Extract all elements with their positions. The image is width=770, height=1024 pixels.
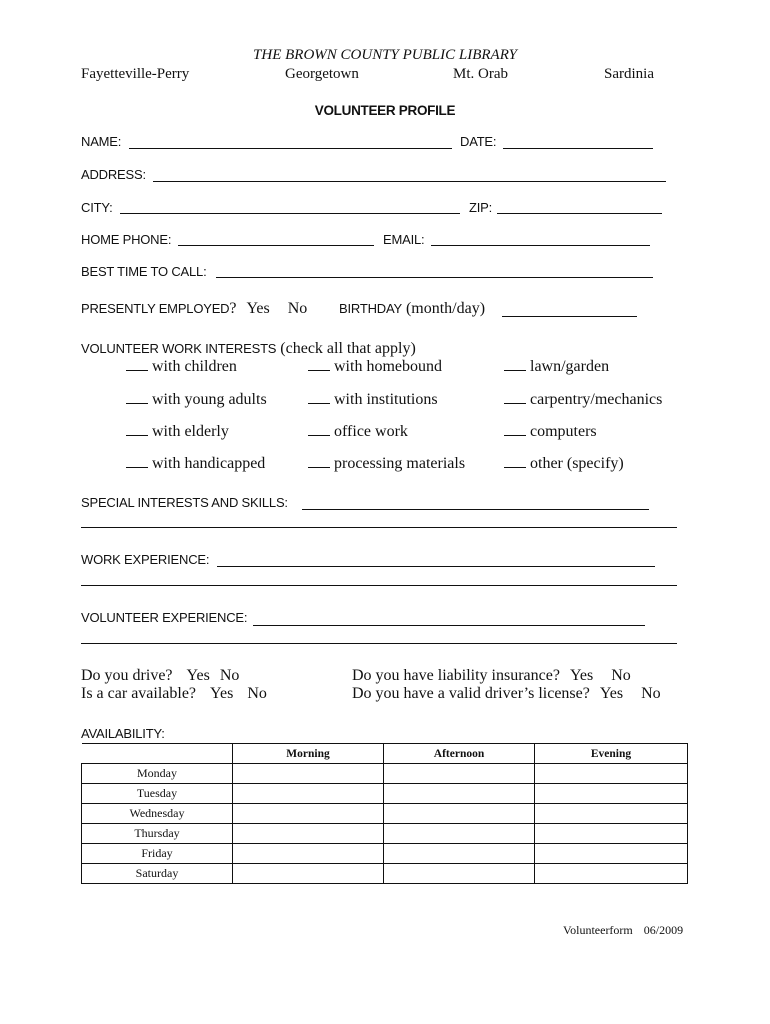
checkbox-line[interactable]	[126, 391, 148, 404]
interest-label: with institutions	[334, 391, 438, 408]
insurance-question-text: Do you have liability insurance?	[352, 667, 560, 684]
special-interests-label: SPECIAL INTERESTS AND SKILLS:	[81, 495, 288, 510]
license-question	[352, 685, 661, 703]
evening-cell[interactable]	[535, 764, 688, 784]
interest-label: other (specify)	[530, 455, 624, 472]
interest-label: carpentry/mechanics	[530, 391, 663, 408]
car-no[interactable]: No	[247, 685, 267, 702]
zip-label: ZIP:	[469, 200, 493, 215]
interests-label: VOLUNTEER WORK INTERESTS	[81, 341, 277, 356]
car-question	[81, 685, 267, 703]
employed-row	[81, 300, 307, 318]
interest-office-work[interactable]	[308, 423, 408, 441]
insurance-yes[interactable]: Yes	[569, 667, 594, 684]
home-phone-label: HOME PHONE:	[81, 232, 172, 247]
checkbox-line[interactable]	[126, 358, 148, 371]
email-field[interactable]	[431, 245, 650, 246]
checkbox-line[interactable]	[504, 455, 526, 468]
footer	[563, 923, 683, 938]
branch-fayetteville: Fayetteville-Perry	[81, 66, 190, 82]
table-row	[82, 764, 688, 784]
corner-cell	[82, 744, 233, 764]
table-row	[82, 844, 688, 864]
insurance-question	[352, 667, 631, 685]
afternoon-cell[interactable]	[384, 824, 535, 844]
availability-header-row	[82, 744, 688, 764]
table-row	[82, 864, 688, 884]
volunteer-experience-field-2[interactable]	[81, 643, 677, 644]
col-morning: Morning	[233, 744, 384, 764]
work-experience-label: WORK EXPERIENCE:	[81, 552, 210, 567]
special-interests-field-2[interactable]	[81, 527, 677, 528]
interest-label: with handicapped	[152, 455, 266, 472]
license-no[interactable]: No	[641, 685, 661, 702]
employed-no[interactable]: No	[287, 300, 308, 317]
interests-hint: (check all that apply)	[280, 340, 416, 357]
day-label: Friday	[82, 844, 233, 864]
volunteer-experience-label: VOLUNTEER EXPERIENCE:	[81, 610, 248, 625]
employed-question-mark: ?	[229, 300, 237, 317]
form-date: 06/2009	[643, 923, 684, 937]
special-interests-field[interactable]	[302, 509, 649, 510]
work-experience-field-2[interactable]	[81, 585, 677, 586]
interest-young-adults[interactable]	[126, 391, 267, 409]
checkbox-line[interactable]	[308, 358, 330, 371]
zip-field[interactable]	[497, 213, 662, 214]
interest-label: computers	[530, 423, 597, 440]
name-field[interactable]	[129, 148, 452, 149]
interest-homebound[interactable]	[308, 358, 442, 376]
name-label: NAME:	[81, 134, 122, 149]
checkbox-line[interactable]	[504, 391, 526, 404]
address-label: ADDRESS:	[81, 167, 146, 182]
branch-mt-orab: Mt. Orab	[453, 66, 508, 82]
evening-cell[interactable]	[535, 784, 688, 804]
evening-cell[interactable]	[535, 864, 688, 884]
day-label: Thursday	[82, 824, 233, 844]
form-id: Volunteerform	[563, 923, 633, 937]
drive-yes[interactable]: Yes	[186, 667, 210, 684]
morning-cell[interactable]	[233, 824, 384, 844]
availability-label: AVAILABILITY:	[81, 726, 165, 741]
availability-table	[81, 743, 688, 884]
interest-carpentry[interactable]	[504, 391, 662, 409]
day-label: Wednesday	[82, 804, 233, 824]
interest-label: lawn/garden	[530, 358, 610, 375]
day-label: Monday	[82, 764, 233, 784]
car-yes[interactable]: Yes	[210, 685, 234, 702]
interest-elderly[interactable]	[126, 423, 229, 441]
interest-label: with young adults	[152, 391, 267, 408]
license-question-text: Do you have a valid driver’s license?	[352, 685, 590, 702]
table-row	[82, 804, 688, 824]
afternoon-cell[interactable]	[384, 804, 535, 824]
employed-label: PRESENTLY EMPLOYED	[81, 301, 230, 316]
interest-processing[interactable]	[308, 455, 465, 473]
interest-label: with homebound	[334, 358, 442, 375]
interest-computers[interactable]	[504, 423, 597, 441]
address-field[interactable]	[153, 181, 666, 182]
volunteer-experience-field[interactable]	[253, 625, 645, 626]
drive-no[interactable]: No	[219, 667, 240, 684]
birthday-label: BIRTHDAY	[339, 301, 402, 316]
morning-cell[interactable]	[233, 844, 384, 864]
city-label: CITY:	[81, 200, 113, 215]
morning-cell[interactable]	[233, 804, 384, 824]
home-phone-field[interactable]	[178, 245, 374, 246]
checkbox-line[interactable]	[308, 391, 330, 404]
afternoon-cell[interactable]	[384, 784, 535, 804]
drive-question-text: Do you drive?	[81, 667, 173, 684]
day-label: Tuesday	[82, 784, 233, 804]
checkbox-line[interactable]	[126, 455, 148, 468]
interest-lawn-garden[interactable]	[504, 358, 609, 376]
license-yes[interactable]: Yes	[599, 685, 624, 702]
day-label: Saturday	[82, 864, 233, 884]
evening-cell[interactable]	[535, 824, 688, 844]
interest-label: with elderly	[152, 423, 229, 440]
drive-question	[81, 667, 239, 685]
library-name: THE BROWN COUNTY PUBLIC LIBRARY	[253, 47, 517, 63]
work-experience-field[interactable]	[217, 566, 655, 567]
afternoon-cell[interactable]	[384, 844, 535, 864]
evening-cell[interactable]	[535, 844, 688, 864]
date-label: DATE:	[460, 134, 497, 149]
best-time-label: BEST TIME TO CALL:	[81, 264, 207, 279]
checkbox-line[interactable]	[504, 358, 526, 371]
col-evening: Evening	[535, 744, 688, 764]
interests-header	[81, 340, 416, 358]
interest-label: with children	[152, 358, 237, 375]
employed-yes[interactable]: Yes	[246, 300, 270, 317]
checkbox-line[interactable]	[308, 455, 330, 468]
interest-other[interactable]	[504, 455, 624, 473]
birthday-field[interactable]	[502, 316, 637, 317]
afternoon-cell[interactable]	[384, 864, 535, 884]
evening-cell[interactable]	[535, 804, 688, 824]
morning-cell[interactable]	[233, 864, 384, 884]
form-title: VOLUNTEER PROFILE	[314, 103, 456, 118]
birthday-hint: (month/day)	[405, 300, 486, 317]
branch-sardinia: Sardinia	[604, 66, 654, 82]
insurance-no[interactable]: No	[611, 667, 631, 684]
interest-handicapped[interactable]	[126, 455, 265, 473]
afternoon-cell[interactable]	[384, 764, 535, 784]
interest-label: office work	[334, 423, 408, 440]
best-time-field[interactable]	[216, 277, 653, 278]
checkbox-line[interactable]	[308, 423, 330, 436]
date-field[interactable]	[503, 148, 653, 149]
car-question-text: Is a car available?	[81, 685, 197, 702]
morning-cell[interactable]	[233, 784, 384, 804]
table-row	[82, 824, 688, 844]
email-label: EMAIL:	[383, 232, 425, 247]
interest-children[interactable]	[126, 358, 237, 376]
checkbox-line[interactable]	[504, 423, 526, 436]
city-field[interactable]	[120, 213, 460, 214]
table-row	[82, 784, 688, 804]
interest-institutions[interactable]	[308, 391, 438, 409]
morning-cell[interactable]	[233, 764, 384, 784]
interest-label: processing materials	[334, 455, 466, 472]
checkbox-line[interactable]	[126, 423, 148, 436]
col-afternoon: Afternoon	[384, 744, 535, 764]
birthday-row	[339, 300, 485, 318]
branch-georgetown: Georgetown	[285, 66, 359, 82]
